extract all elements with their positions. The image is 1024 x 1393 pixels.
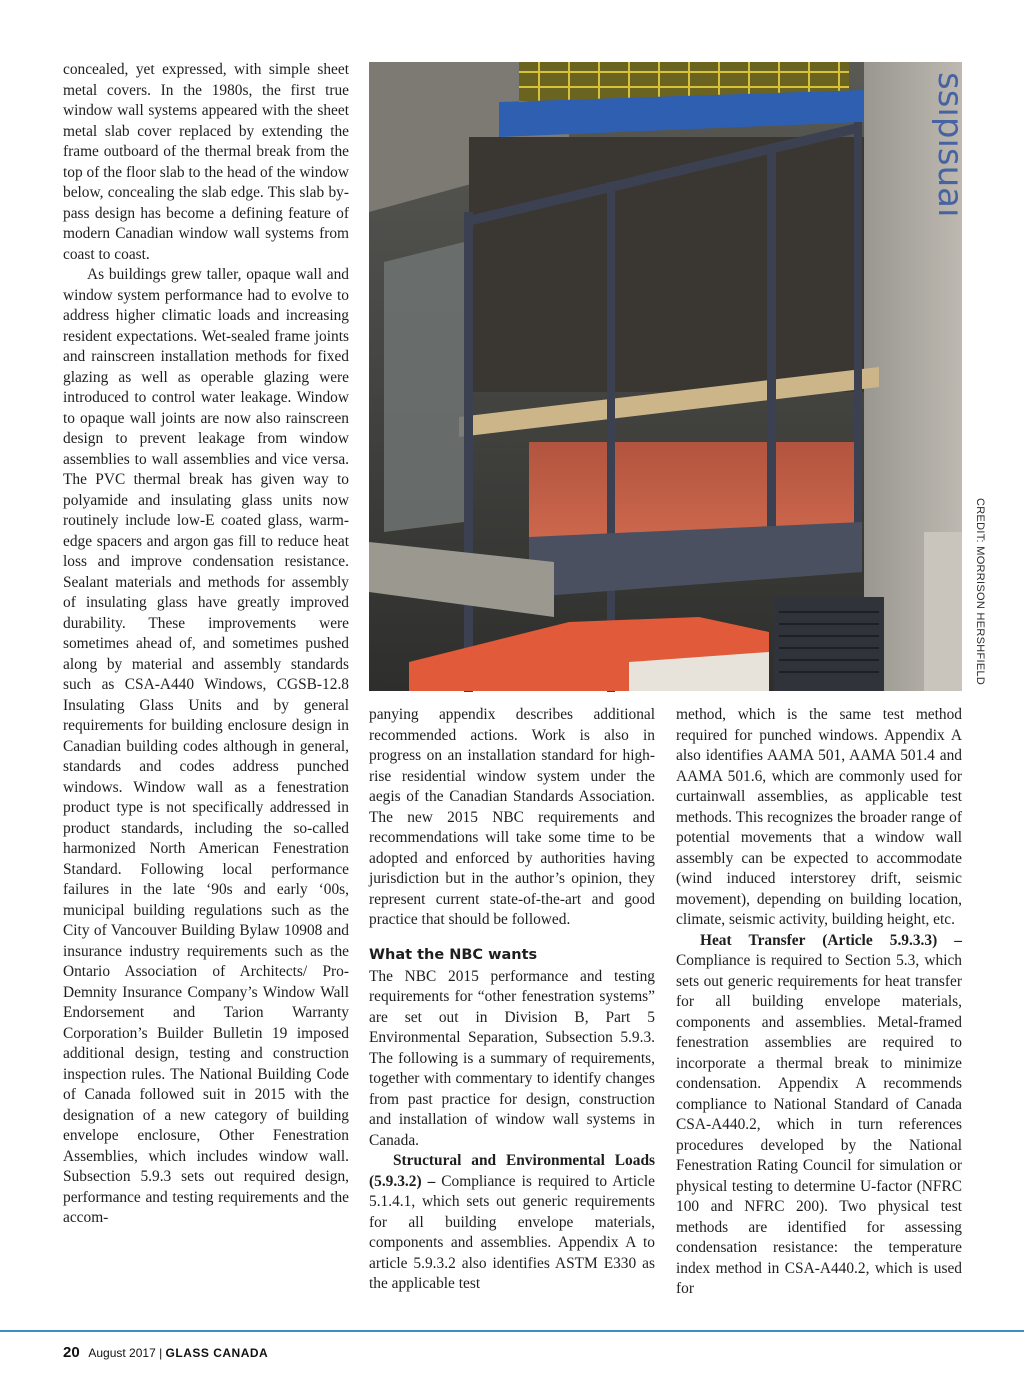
page-footer [63, 1344, 268, 1361]
col2-paragraph-2: The NBC 2015 performance and testing requirements for “other fenestration systems” are set out in Division B, Part 5 Environmental Separation, Subsection 5.9.3. The following is a summary of requirements, together with commentary to identify changes from past practice for design, construction and installation of window wall systems in Canada. [369, 967, 655, 1149]
photo-credit: CREDIT: MORRISON HERSHFIELD [974, 498, 986, 686]
article-column-2 [369, 705, 655, 1295]
heat-transfer-text: Compliance is required to Section 5.3, which sets out generic requirements for heat transfer for all building envelope materials, components and assemblies. Metal-framed fenestration assemblies are required to incorporate a thermal break to minimize condensation. Appendix A recommends compliance to National Standard of Canada CSA-A440.2, which in turn references procedures developed by the National Fenestration Rating Council for simulation or physical testing to determine U-factor (NFRC 100 and NFRC 200). Two physical test methods are identified for assessing condensation resistance: the temperature index method in CSA-A440.2, which is used for [676, 952, 962, 1297]
col2-paragraph-1: panying appendix describes additional recommended actions. Work is also in progress on an installation standard for high-rise residential window system under the aegis of the Canadian Standards Association. The new 2015 NBC requirements and recommendations will take some time to be adopted and enforced by authorities having jurisdiction but in the author’s opinion, they represent current state-of-the-art and good practice that should be followed. [369, 706, 655, 928]
col3-paragraph-1: method, which is the same test method required for punched windows. Appendix A also identifies AAMA 501, AAMA 501.4 and AAMA 501.6, which are commonly used for curtainwall assemblies, as applicable test methods. This recognizes the broader range of potential movements that a window wall assembly can be expected to accommodate (wind induced interstorey drift, seismic movement), depending on building location, climate, seismic activity, building height, etc. [676, 706, 962, 928]
window-wall-photo [369, 62, 970, 691]
magazine-name: GLASS CANADA [165, 1346, 269, 1360]
issue-date: August 2017 | [88, 1346, 163, 1360]
article-column-1 [63, 60, 349, 1229]
page-number: 20 [63, 1344, 80, 1361]
col3-paragraph-2 [676, 931, 962, 1300]
footer-rule [0, 1330, 1024, 1332]
article-column-3 [676, 705, 962, 1300]
svg-text:ssıpısuaı: ssıpısuaı [930, 72, 970, 218]
heat-transfer-heading: Heat Transfer (Article 5.9.3.3) – [700, 931, 962, 949]
col2-paragraph-3 [369, 1151, 655, 1295]
col1-paragraph-1: concealed, yet expressed, with simple sheet metal covers. In the 1980s, the first true window wall systems appeared with the sheet metal slab cover replaced by extending the frame outboard of the thermal break from the top of the floor slab to the head of the window below, concealing the slab edge. This slab by-pass design has become a defining feature of modern Canadian window wall systems from coast to coast. [63, 61, 349, 263]
section-heading: What the NBC wants [369, 946, 538, 963]
col1-paragraph-2: As buildings grew taller, opaque wall and window system performance had to evolve to address higher climatic loads and increasing resident expectations. Wet-sealed frame joints and rainscreen installation methods for fixed glazing as well as operable glazing were introduced to control water leakage. Window to opaque wall joints are now also rainscreen design to prevent leakage from window assemblies to wall assemblies and vice versa. The PVC thermal break has given way to polyamide and insulating glass units now routinely include low-E coated glass, warm-edge spacers and argon gas fill to reduce heat loss and improve condensation resistance. Sealant materials and methods for assembly of insulating glass have greatly improved durability. These improvements were sometimes ahead of, and sometimes pushed along by material and assembly standards such as CSA-A440 Windows, CGSB-12.8 Insulating Glass Units and by general requirements for building enclosure design in Canadian building codes although in general, standards and codes address punched windows. Window wall as a fenestration product type is not specifically addressed in product standards, including the so-called harmonized North American Fenestration Standard. Following local performance failures in the late ‘90s and early ‘00s, municipal building regulations such as the City of Vancouver Building Bylaw 10908 and insurance industry requirements such as the Ontario Association of Architects/ Pro-Demnity Insurance Company’s Window Wall Endorsement and Tarion Warranty Corporation’s Builder Bulletin 19 imposed additional design, testing and construction inspection rules. The National Building Code of Canada followed suit in 2015 with the designation of a new category of building envelope enclosure, Other Fenestration Assemblies, which includes window wall. Subsection 5.9.3 sets out required design, performance and testing requirements and the accom- [63, 266, 349, 1226]
structural-loads-text: Compliance is required to Article 5.1.4.1, which sets out generic requirements for all building envelope materials, components and assemblies. Appendix A to article 5.9.3.2 also identifies ASTM E330 as the applicable test [369, 1172, 655, 1292]
structural-loads-heading: Structural and Environmental Loads (5.9.3.2) – [369, 1152, 655, 1190]
